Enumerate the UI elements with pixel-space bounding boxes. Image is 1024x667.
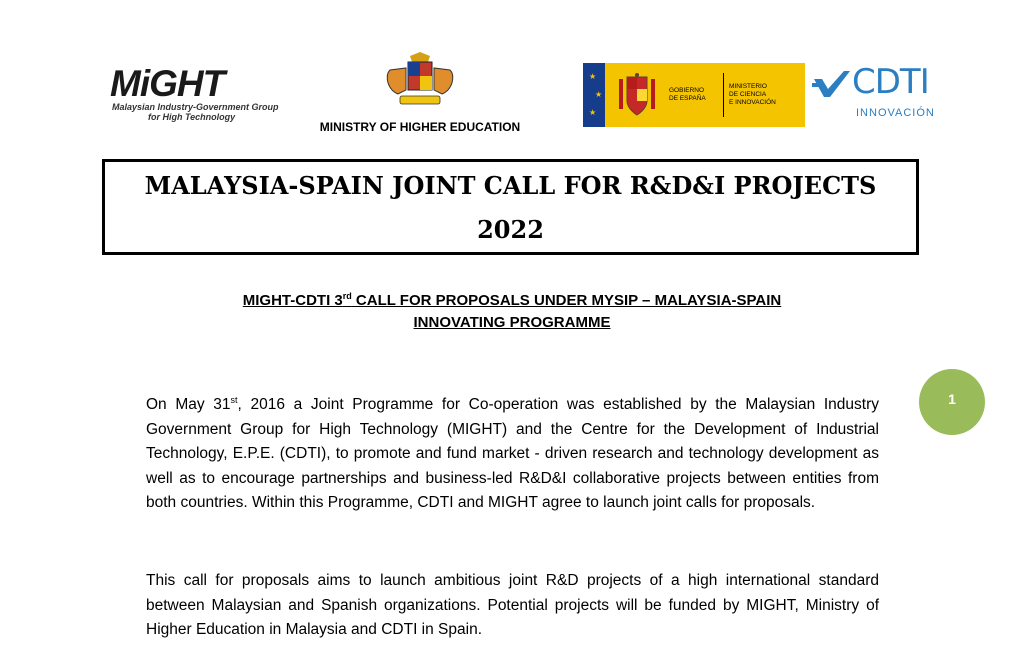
ministerio-line3: E INNOVACIÓN — [729, 99, 776, 106]
subtitle-line2: INNOVATING PROGRAMME — [413, 314, 611, 331]
spain-coat-of-arms-icon — [617, 73, 657, 117]
subtitle — [130, 285, 894, 334]
cdti-logo — [812, 62, 935, 129]
gobierno-espana-logo — [583, 63, 805, 127]
paragraph-1-start: On May 31 — [146, 396, 231, 413]
might-logo — [110, 63, 280, 126]
gobierno-text — [669, 87, 706, 103]
ministerio-line1: MINISTERIO — [729, 83, 767, 90]
divider — [723, 73, 724, 117]
cdti-check-icon — [812, 69, 852, 99]
title-box — [102, 159, 919, 255]
subtitle-part2: CALL FOR PROPOSALS UNDER MYSIP – MALAYSIA-SPAIN — [351, 292, 782, 309]
ministerio-text — [729, 83, 776, 107]
gobierno-line2: DE ESPAÑA — [669, 95, 706, 102]
paragraph-1 — [146, 393, 879, 516]
gobierno-line1: GOBIERNO — [669, 87, 705, 94]
subtitle-part1: MIGHT-CDTI 3 — [242, 292, 343, 309]
title-line1: MALAYSIA-SPAIN JOINT CALL FOR R&D&I PROJECTS — [144, 171, 877, 200]
might-wordmark: MiGHT — [110, 63, 225, 104]
subtitle-sup: rd — [342, 291, 352, 301]
paragraph-1-sup: st — [230, 394, 238, 405]
title-line2: 2022 — [477, 215, 544, 244]
cdti-wordmark: CDTI — [852, 62, 929, 102]
might-tagline-line2: for High Technology — [148, 112, 236, 122]
paragraph-2: This call for proposals aims to launch ambitious joint R&D projects of a high international standard between Malaysian and Spanish organizations. Potential projects will be funded by MIGHT, Ministry of Higher Education in Malaysia and CDTI in Spain. — [146, 572, 879, 639]
might-tagline-line1: Malaysian Industry-Government Group — [112, 102, 279, 112]
svg-text:★: ★ — [589, 108, 597, 117]
cdti-sub: INNOVACIÓN — [856, 107, 935, 119]
eu-flag-strip — [583, 63, 605, 127]
paragraph-1-rest: , 2016 a Joint Programme for Co-operation was established by the Malaysian Industry Government Group for High Technology (MIGHT) and the Centre for the Development of Industrial Technology, E.P.E. (CDTI), to promote and fund market - driven research and technology development as well as to encourage partnerships and business-led R&D&I collaborative projects between entities from both countries. Within this Programme, CDTI and MIGHT agree to launch joint calls for proposals. — [146, 396, 879, 512]
malaysia-crest-icon — [380, 52, 460, 110]
ministry-label: MINISTRY OF HIGHER EDUCATION — [319, 120, 521, 134]
svg-text:★: ★ — [589, 72, 597, 81]
ministerio-line2: DE CIENCIA — [729, 91, 767, 98]
page-number-badge: 1 — [919, 369, 985, 435]
svg-text:★: ★ — [595, 90, 603, 99]
